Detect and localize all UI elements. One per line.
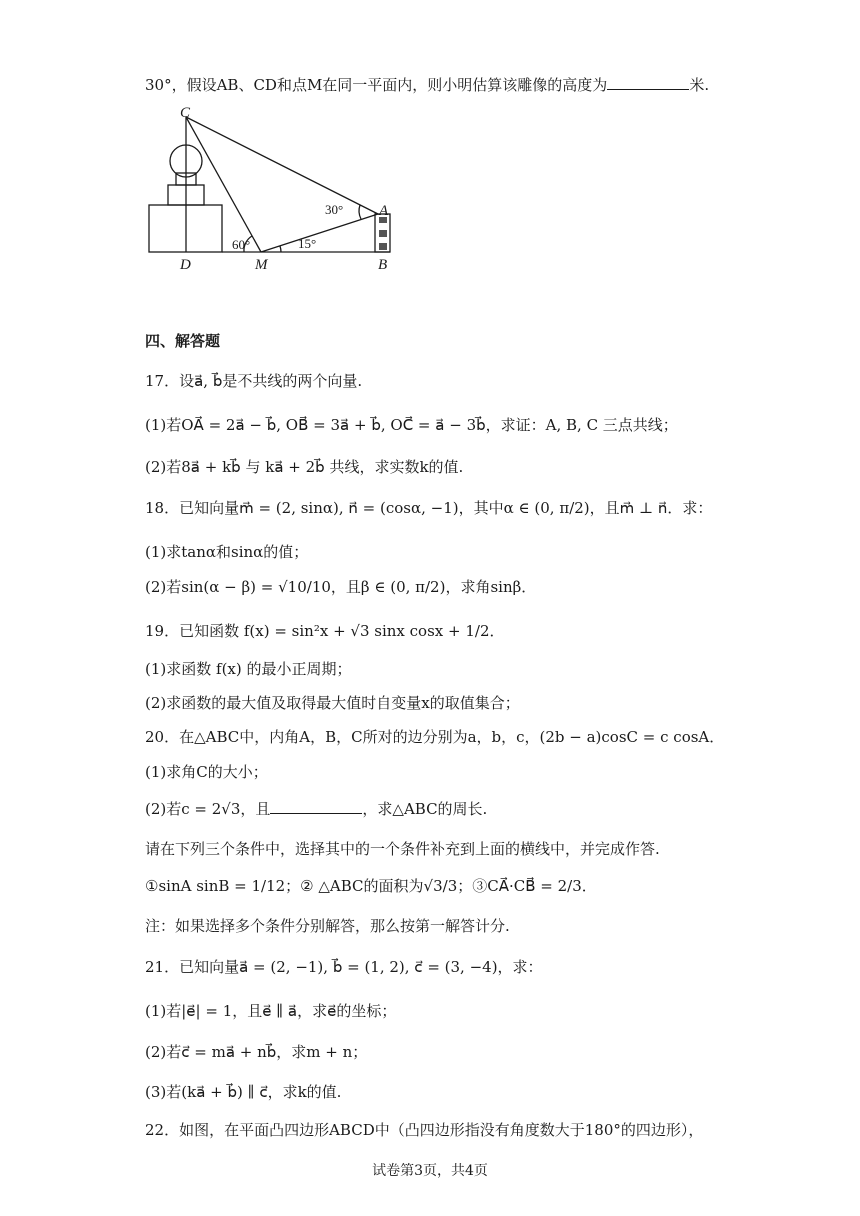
- question-22: 22．如图，在平面凸四边形ABCD中（凸四边形指没有角度数大于180°的四边形），: [145, 1121, 704, 1139]
- statue-figure: [140, 105, 400, 275]
- question-18: 18．已知向量m⃗ = (2, sinα), n⃗ = (cosα, −1)，其中α ∈ (0, π/2)，且m⃗ ⊥ n⃗．求：: [145, 499, 713, 517]
- question-20-instruction: 请在下列三个条件中，选择其中的一个条件补充到上面的横线中，并完成作答.: [145, 840, 660, 858]
- answer-blank: [607, 75, 689, 90]
- question-16-unit: 米.: [689, 76, 710, 94]
- label-d: D: [180, 257, 191, 273]
- angle-30-label: 30°: [325, 202, 344, 217]
- question-21-part-3: (3)若(ka⃗ + b⃗) ∥ c⃗，求k的值.: [145, 1083, 342, 1101]
- question-20-part-2-tail: ，求△ABC的周长.: [362, 800, 488, 818]
- question-18-part-1: (1)求tanα和sinα的值；: [145, 543, 309, 561]
- question-20-options: ①sinA sinB = 1/12；② △ABC的面积为√3/3；③CA⃗·CB⃗ = 2/3．: [145, 877, 597, 895]
- label-c: C: [180, 105, 191, 121]
- question-21: 21．已知向量a⃗ = (2, −1), b⃗ = (1, 2), c⃗ = (3, −4)，求：: [145, 958, 543, 976]
- label-b: B: [378, 257, 388, 273]
- question-20-part-2: [145, 798, 487, 820]
- angle-15-label: 15°: [298, 236, 317, 251]
- angle-60-label: 60°: [232, 237, 251, 252]
- question-16-text: 30°，假设AB、CD和点M在同一平面内，则小明估算该雕像的高度为: [145, 76, 608, 94]
- segment-ca: [186, 117, 378, 214]
- question-19-part-1: (1)求函数 f(x) 的最小正周期；: [145, 660, 352, 678]
- question-20-part-2-text: (2)若c = 2√3，且: [145, 800, 271, 818]
- question-18-part-2: (2)若sin(α − β) = √10/10，且β ∈ (0, π/2)，求角sinβ．: [145, 578, 537, 596]
- label-m: M: [255, 257, 268, 273]
- question-17-part-2: (2)若8a⃗ + kb⃗ 与 ka⃗ + 2b⃗ 共线，求实数k的值.: [145, 458, 464, 476]
- section-heading: 四、解答题: [145, 332, 221, 350]
- question-20-note: 注：如果选择多个条件分别解答，那么按第一解答计分.: [145, 917, 510, 935]
- answer-blank: [270, 799, 362, 814]
- page-footer: 试卷第3页，共4页: [372, 1163, 488, 1179]
- question-20: 20．在△ABC中，内角A，B，C所对的边分别为a，b，c，(2b − a)cosC = c cosA．: [145, 728, 725, 746]
- question-19-part-2: (2)求函数的最大值及取得最大值时自变量x的取值集合；: [145, 694, 520, 712]
- label-a: A: [379, 203, 389, 219]
- question-17: 17．设a⃗, b⃗是不共线的两个向量.: [145, 372, 363, 390]
- question-21-part-2: (2)若c⃗ = ma⃗ + nb⃗，求m + n；: [145, 1043, 368, 1061]
- angle-15-arc: [280, 246, 281, 252]
- segment-ma: [261, 214, 378, 252]
- question-21-part-1: (1)若|e⃗| = 1，且e⃗ ∥ a⃗，求e⃗的坐标；: [145, 1002, 397, 1020]
- question-17-part-1: (1)若OA⃗ = 2a⃗ − b⃗, OB⃗ = 3a⃗ + b⃗, OC⃗ = a⃗ − 3b⃗，求证：A, B, C 三点共线；: [145, 416, 678, 434]
- angle-30-arc: [359, 205, 361, 219]
- window: [379, 230, 387, 237]
- question-16-tail: [145, 74, 709, 96]
- window: [379, 243, 387, 250]
- question-19: 19．已知函数 f(x) = sin²x + √3 sinx cosx + 1/2．: [145, 622, 505, 640]
- question-20-part-1: (1)求角C的大小；: [145, 763, 268, 781]
